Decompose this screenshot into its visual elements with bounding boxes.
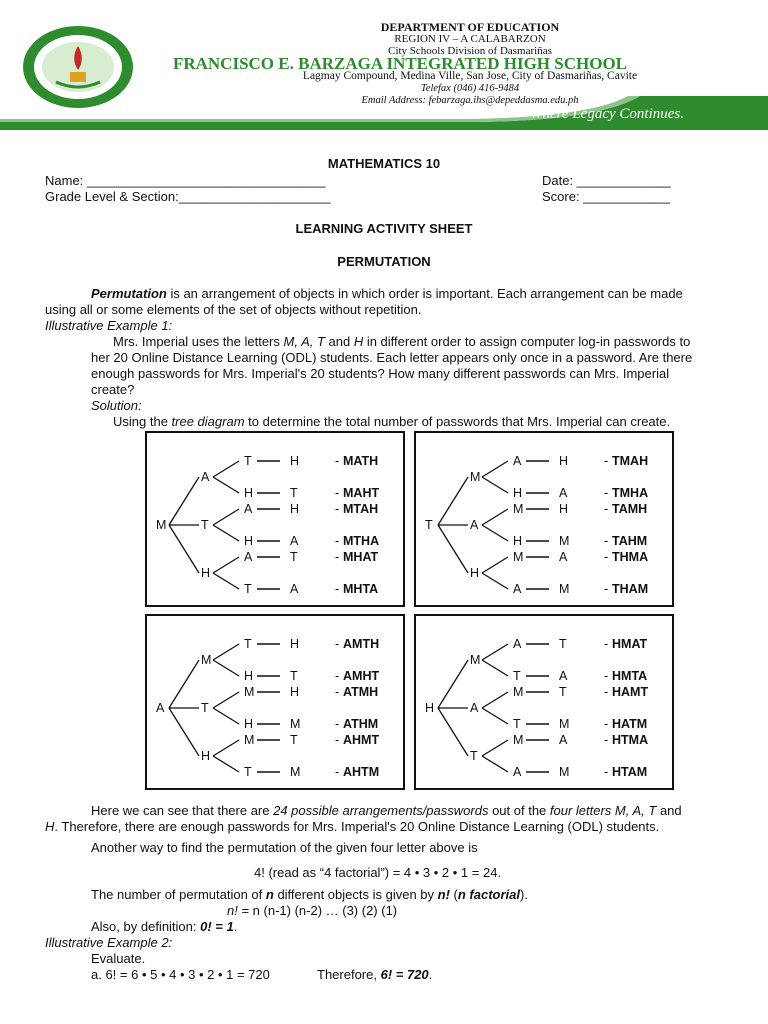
subject-title: MATHEMATICS 10	[327, 156, 441, 171]
tree-branch	[482, 660, 508, 676]
tree-level2-letter: A	[470, 518, 479, 532]
tree-branch	[482, 509, 508, 525]
tree-level4-letter: T	[290, 486, 298, 500]
tree-branch	[438, 660, 468, 708]
tree-level4-letter: H	[559, 502, 569, 516]
tree-branch	[213, 477, 239, 493]
password-result: HMTA	[612, 669, 648, 683]
n-permutation-text: The number of permutation of n different objects is given by n! (n factorial).	[91, 887, 528, 902]
date-field[interactable]: Date: _____________	[542, 173, 671, 188]
tree-dash: -	[604, 685, 609, 699]
tree-dash: -	[335, 486, 340, 500]
tree-level3-letter: M	[513, 733, 524, 747]
region-name: REGION IV – A CALABARZON	[394, 33, 546, 45]
email-address: Email Address: febarzaga.ihs@depeddasma.edu.ph	[361, 95, 579, 106]
tree-branch	[213, 461, 239, 477]
tree-branch	[482, 740, 508, 756]
tree-level3-letter: H	[244, 534, 254, 548]
tree-level4-letter: M	[559, 534, 570, 548]
tree-branch	[482, 557, 508, 573]
tree-level4-letter: T	[290, 733, 298, 747]
telefax: Telefax (046) 416-9484	[420, 83, 520, 94]
tree-branch	[169, 708, 199, 756]
tree-dash: -	[335, 582, 340, 596]
tree-level4-letter: H	[559, 454, 569, 468]
tree-level4-letter: A	[290, 582, 299, 596]
zero-factorial-definition: Also, by definition: 0! = 1.	[91, 919, 238, 934]
tree-diagram-m	[145, 431, 405, 607]
definition-term: Permutation	[91, 286, 167, 301]
tree-level4-letter: A	[559, 486, 568, 500]
tree-level4-letter: M	[290, 717, 301, 731]
tree-level4-letter: A	[290, 534, 299, 548]
password-result: MAHT	[343, 486, 380, 500]
tree-level3-letter: M	[244, 733, 255, 747]
password-result: AMHT	[343, 669, 380, 683]
tree-dash: -	[604, 454, 609, 468]
tree-branch	[482, 477, 508, 493]
tree-branch	[213, 740, 239, 756]
password-result: HATM	[612, 717, 648, 731]
tree-dash: -	[335, 502, 340, 516]
tree-branch	[482, 708, 508, 724]
tree-level4-letter: H	[290, 637, 300, 651]
tree-diagram-t	[414, 431, 674, 607]
tree-level3-letter: H	[513, 486, 523, 500]
password-result: ATHM	[343, 717, 379, 731]
tree-branch	[213, 525, 239, 541]
factorial-formula: n! = n (n-1) (n-2) … (3) (2) (1)	[227, 903, 398, 918]
tree-branch	[169, 660, 199, 708]
example-1-line-4: create?	[91, 382, 135, 397]
tree-dash: -	[335, 669, 340, 683]
tree-level4-letter: A	[559, 669, 568, 683]
tree-level3-letter: A	[244, 502, 253, 516]
tree-branch	[213, 509, 239, 525]
example-1-line-3: enough passwords for Mrs. Imperial's 20 students? How many different passwords can Mrs. Imperial	[91, 366, 670, 381]
conclusion-line-1: Here we can see that there are 24 possible arrangements/passwords out of the four letters M, A, T and	[91, 803, 682, 818]
example-2-item-a: a. 6! = 6 • 5 • 4 • 3 • 2 • 1 = 720	[91, 967, 270, 982]
tree-level2-letter: A	[201, 470, 210, 484]
password-result: ATMH	[343, 685, 379, 699]
example-1-line-2: her 20 Online Distance Learning (ODL) students. Each letter appears only once in a password. Are there	[91, 350, 693, 365]
tree-dash: -	[604, 582, 609, 596]
tree-level4-letter: T	[290, 550, 298, 564]
score-field[interactable]: Score: ____________	[542, 189, 670, 204]
tree-level3-letter: A	[244, 550, 253, 564]
tree-branch	[482, 525, 508, 541]
tree-branch	[213, 756, 239, 772]
tree-level2-letter: H	[201, 749, 211, 763]
tree-branch	[438, 477, 468, 525]
tree-branch	[213, 644, 239, 660]
grade-section-field[interactable]: Grade Level & Section:_____________________	[45, 189, 331, 204]
tree-level3-letter: H	[244, 486, 254, 500]
tree-dash: -	[604, 502, 609, 516]
tree-level4-letter: H	[290, 502, 300, 516]
tree-level2-letter: H	[201, 566, 211, 580]
tree-level4-letter: T	[290, 669, 298, 683]
tree-dash: -	[604, 733, 609, 747]
tree-root-letter: M	[156, 518, 167, 532]
password-result: TMAH	[612, 454, 649, 468]
password-result: HTMA	[612, 733, 649, 747]
password-result: AHMT	[343, 733, 380, 747]
tree-level3-letter: A	[513, 637, 522, 651]
topic-title: PERMUTATION	[337, 254, 431, 269]
tree-level4-letter: A	[559, 550, 568, 564]
tree-level2-letter: M	[201, 653, 212, 667]
tree-dash: -	[604, 534, 609, 548]
tree-level2-letter: M	[470, 470, 481, 484]
example-1-label: Illustrative Example 1:	[45, 318, 173, 333]
tree-level3-letter: T	[513, 669, 521, 683]
tree-level3-letter: M	[513, 502, 524, 516]
tree-level3-letter: M	[513, 550, 524, 564]
motto: Where Legacy Continues.	[530, 106, 684, 122]
tree-level3-letter: A	[513, 765, 522, 779]
tree-branch	[169, 525, 199, 573]
tree-branch	[213, 692, 239, 708]
conclusion-line-2: H. Therefore, there are enough passwords for Mrs. Imperial's 20 Online Distance Learning (ODL) students.	[45, 819, 660, 834]
tree-dash: -	[335, 454, 340, 468]
password-result: AHTM	[343, 765, 380, 779]
tree-level2-letter: T	[201, 518, 209, 532]
tree-level3-letter: A	[513, 454, 522, 468]
password-result: TAHM	[612, 534, 648, 548]
tree-level3-letter: T	[244, 637, 252, 651]
password-result: MTAH	[343, 502, 379, 516]
tree-branch	[213, 708, 239, 724]
password-result: MHTA	[343, 582, 379, 596]
tree-level4-letter: H	[290, 685, 300, 699]
tree-level4-letter: M	[290, 765, 301, 779]
tree-dash: -	[335, 765, 340, 779]
tree-branch	[213, 557, 239, 573]
tree-dash: -	[604, 717, 609, 731]
tree-diagram-a	[145, 614, 405, 790]
tree-level3-letter: H	[513, 534, 523, 548]
tree-level3-letter: H	[244, 669, 254, 683]
password-result: THMA	[612, 550, 649, 564]
tree-level3-letter: T	[513, 717, 521, 731]
tree-level4-letter: A	[559, 733, 568, 747]
tree-branch	[169, 477, 199, 525]
tree-level2-letter: T	[470, 749, 478, 763]
tree-diagram-h	[414, 614, 674, 790]
tree-branch	[438, 525, 468, 573]
name-field[interactable]: Name: _________________________________	[45, 173, 326, 188]
definition-line-2: using all or some elements of the set of objects without repetition.	[45, 302, 422, 317]
tree-branch	[482, 756, 508, 772]
tree-level3-letter: T	[244, 454, 252, 468]
school-address: Lagmay Compound, Medina Ville, San Jose, City of Dasmariñas, Cavite	[302, 70, 638, 82]
example-2-conclusion: Therefore, 6! = 720.	[317, 967, 433, 982]
tree-dash: -	[604, 637, 609, 651]
tree-branch	[213, 573, 239, 589]
tree-level3-letter: T	[244, 582, 252, 596]
password-result: TMHA	[612, 486, 649, 500]
tree-level3-letter: T	[244, 765, 252, 779]
password-result: AMTH	[343, 637, 380, 651]
tree-level2-letter: M	[470, 653, 481, 667]
tree-branch	[213, 660, 239, 676]
password-result: THAM	[612, 582, 649, 596]
tree-dash: -	[335, 550, 340, 564]
tree-level4-letter: M	[559, 582, 570, 596]
tree-dash: -	[335, 733, 340, 747]
example-2-label: Illustrative Example 2:	[45, 935, 173, 950]
password-result: MATH	[343, 454, 379, 468]
tree-dash: -	[604, 550, 609, 564]
another-way-text: Another way to find the permutation of the given four letter above is	[91, 840, 478, 855]
tree-dash: -	[604, 486, 609, 500]
tree-branch	[482, 692, 508, 708]
tree-level3-letter: M	[244, 685, 255, 699]
tree-branch	[438, 708, 468, 756]
tree-level2-letter: H	[470, 566, 480, 580]
department-name: DEPARTMENT OF EDUCATION	[380, 20, 560, 34]
tree-root-letter: T	[425, 518, 433, 532]
password-result: TAMH	[612, 502, 648, 516]
tree-dash: -	[604, 669, 609, 683]
definition-line-1: Permutation is an arrangement of objects in which order is important. Each arrangement can be made	[91, 286, 683, 301]
tree-level4-letter: T	[559, 637, 567, 651]
sheet-title: LEARNING ACTIVITY SHEET	[295, 221, 473, 236]
solution-text: Using the tree diagram to determine the total number of passwords that Mrs. Imperial can create.	[113, 414, 671, 429]
tree-level4-letter: M	[559, 765, 570, 779]
tree-dash: -	[335, 717, 340, 731]
tree-level4-letter: M	[559, 717, 570, 731]
tree-branch	[482, 644, 508, 660]
factorial-example: 4! (read as “4 factorial”) = 4 • 3 • 2 • 1 = 24.	[254, 865, 502, 880]
tree-root-letter: H	[425, 701, 435, 715]
solution-label: Solution:	[91, 398, 142, 413]
tree-dash: -	[604, 765, 609, 779]
tree-dash: -	[335, 637, 340, 651]
evaluate-label: Evaluate.	[91, 951, 146, 966]
tree-dash: -	[335, 534, 340, 548]
tree-level3-letter: H	[244, 717, 254, 731]
password-result: MHAT	[343, 550, 379, 564]
example-1-line-1: Mrs. Imperial uses the letters M, A, T and H in different order to assign computer log-in passwords to	[113, 334, 691, 349]
tree-level3-letter: A	[513, 582, 522, 596]
tree-branch	[482, 461, 508, 477]
password-result: HAMT	[612, 685, 649, 699]
tree-root-letter: A	[156, 701, 165, 715]
tree-branch	[482, 573, 508, 589]
school-name: FRANCISCO E. BARZAGA INTEGRATED HIGH SCHOOL	[172, 54, 628, 73]
tree-level4-letter: H	[290, 454, 300, 468]
tree-level2-letter: A	[470, 701, 479, 715]
tree-level4-letter: T	[559, 685, 567, 699]
password-result: MTHA	[343, 534, 380, 548]
tree-level3-letter: M	[513, 685, 524, 699]
tree-dash: -	[335, 685, 340, 699]
division-name: City Schools Division of Dasmariñas	[388, 45, 552, 57]
password-result: HTAM	[612, 765, 648, 779]
tree-level2-letter: T	[201, 701, 209, 715]
password-result: HMAT	[612, 637, 648, 651]
